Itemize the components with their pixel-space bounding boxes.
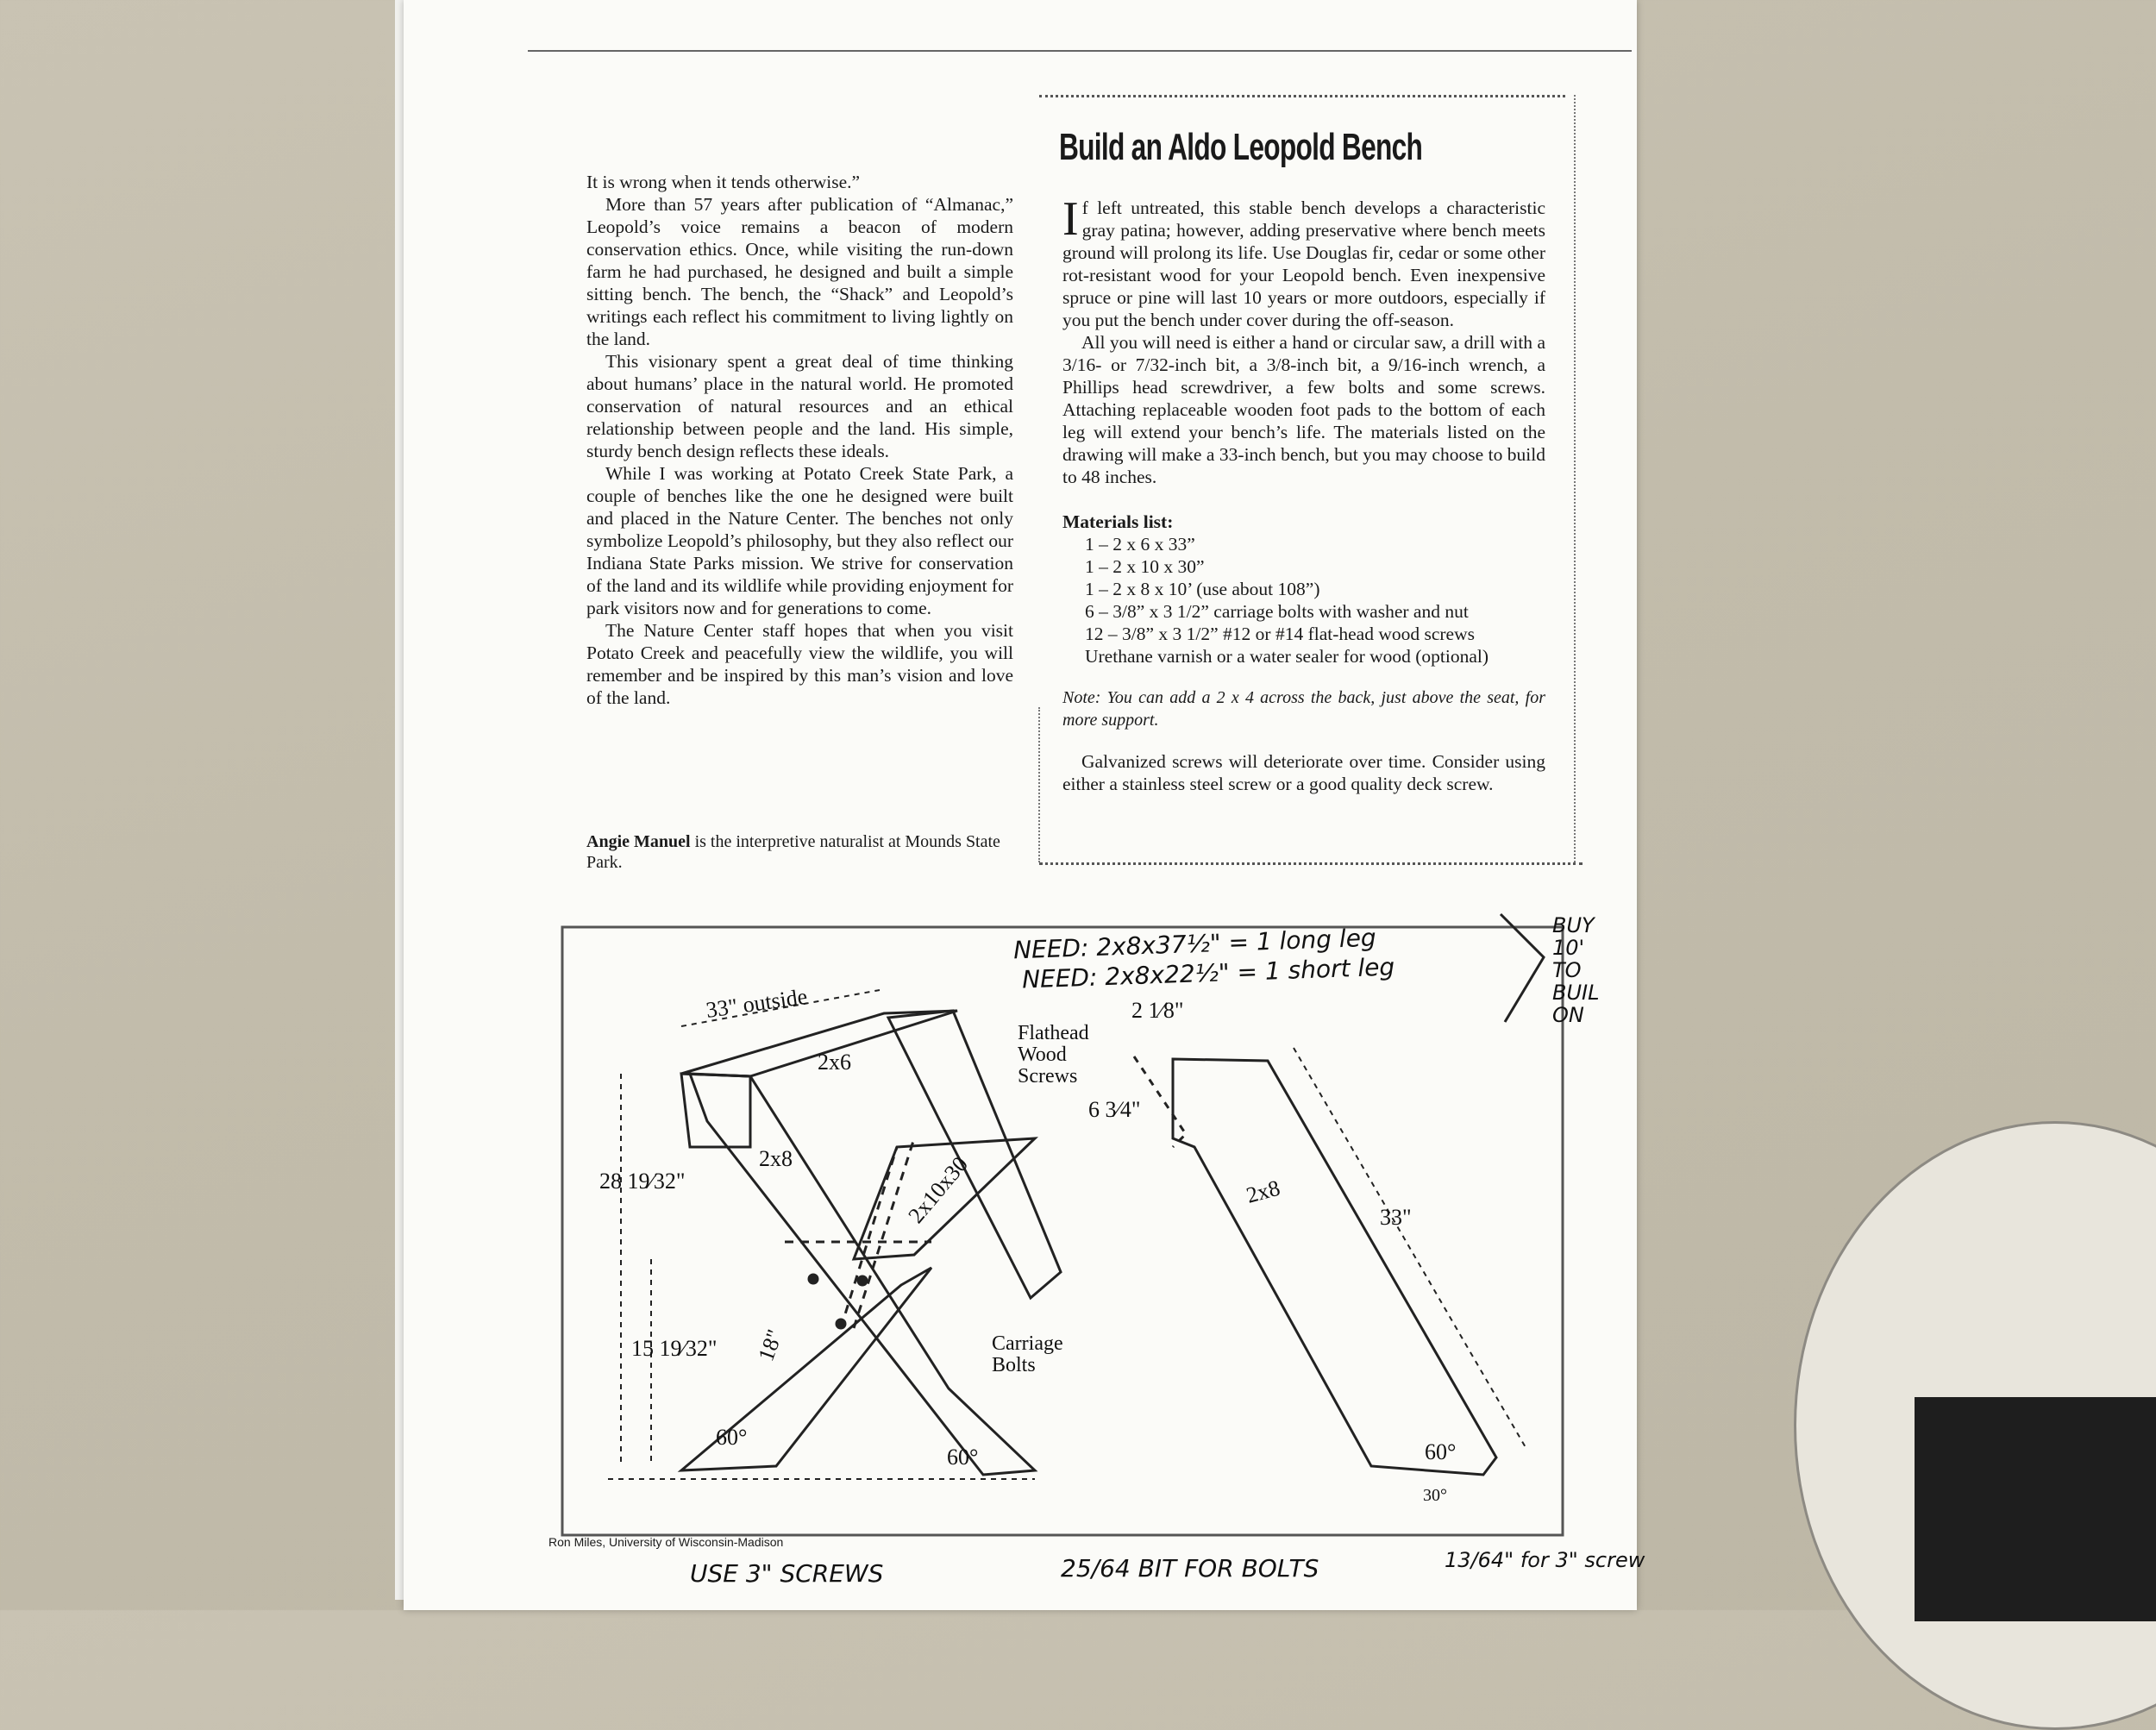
- bolt-hole: [837, 1319, 845, 1328]
- board-shape: [1173, 1059, 1496, 1475]
- materials-heading: Materials list:: [1062, 511, 1174, 532]
- side-note-line: 10': [1552, 936, 1585, 960]
- box-paragraph-text: f left untreated, this stable bench develops a characteristic gray patina; however, adding preservative where bench meets ground will prolong its life. Use Douglas fir, cedar or some other rot-resistant wood for your Leopold bench. Even inexpensive spruce or pine will last 10 years or more outdoors, especially if you put the bench under cover during the off-season.: [1062, 197, 1545, 330]
- note-text: Note: You can add a 2 x 4 across the back, just above the seat, for more support.: [1062, 688, 1545, 730]
- list-item: 1 – 2 x 6 x 33”: [1085, 534, 1195, 555]
- angle-mid: 60°: [947, 1445, 979, 1470]
- handwritten-bottom-1: USE 3" SCREWS: [690, 1559, 884, 1588]
- author-name: Angie Manuel: [586, 832, 691, 851]
- side-note-line: BUIL: [1552, 981, 1600, 1005]
- galvanized-note: Galvanized screws will deteriorate over time. Consider using either a stainless steel screw or a good quality deck screw.: [1062, 751, 1545, 794]
- long-leg-shape: [690, 1074, 1035, 1475]
- author-bio-text: is the interpretive naturalist at Mounds State Park.: [586, 832, 1000, 872]
- list-item: Urethane varnish or a water sealer for wood (optional): [1085, 646, 1489, 667]
- label-screws-2: Wood: [1018, 1044, 1067, 1066]
- dim-total-height: 28 19⁄32": [599, 1169, 686, 1194]
- bolt-hole: [858, 1276, 867, 1285]
- handwritten-bottom-2: 25/64 BIT FOR BOLTS: [1061, 1554, 1319, 1583]
- handwritten-note-1: NEED: 2x8x37½" = 1 long leg: [1012, 923, 1377, 965]
- label-screws-1: Flathead: [1018, 1022, 1089, 1044]
- hidden-line: [841, 1147, 897, 1328]
- paragraph: This visionary spent a great deal of time thinking about humans’ place in the natural world. He promoted conservation of natural resources and an ethical relationship between people and the land. His simple, sturdy bench design reflects these ideals.: [586, 351, 1013, 461]
- box-title: Build an Aldo Leopold Bench: [1059, 126, 1423, 168]
- paragraph: The Nature Center staff hopes that when you visit Potato Creek and peacefully view the wildlife, you will remember and be inspired by this man’s vision and love of the land.: [586, 620, 1013, 708]
- paragraph: More than 57 years after publication of “Almanac,” Leopold’s voice remains a beacon of modern conservation ethics. Once, while visiting the run-down farm he had purchased, he designed and built a simple sitting bench. The bench, the “Shack” and Leopold’s writings each reflect his commitment to living lightly on the land.: [586, 194, 1013, 349]
- dim-top-width: 2 1⁄8": [1131, 998, 1184, 1023]
- dim-board-length: 33": [1380, 1205, 1412, 1230]
- label-board: 2x8: [1244, 1175, 1283, 1208]
- list-item: 12 – 3/8” x 3 1/2” #12 or #14 flat-head wood screws: [1085, 624, 1475, 644]
- handwritten-bottom-3: 13/64" for 3" screw: [1445, 1548, 1645, 1572]
- box-paragraph: All you will need is either a hand or circular saw, a drill with a 3/16- or 7/32-inch bit, a 3/8-inch bit, a 9/16-inch wrench, a Phillips head screwdriver, a few bolts and some screws. Attaching replaceable wooden foot pads to the bottom of each leg will extend your bench’s life. The materials listed on the drawing will make a 33-inch bench, but you may choose to build to 48 inches.: [1062, 332, 1545, 487]
- label-screws-3: Screws: [1018, 1065, 1078, 1088]
- angle-small: 30°: [1423, 1486, 1447, 1505]
- label-bolts-2: Bolts: [992, 1354, 1036, 1376]
- angle-left: 60°: [716, 1425, 748, 1450]
- label-bolts-1: Carriage: [992, 1332, 1063, 1355]
- notch-line: [1134, 1056, 1186, 1147]
- paragraph: While I was working at Potato Creek State Park, a couple of benches like the one he designed were built and placed in the Nature Center. The benches not only symbolize Leopold’s philosophy, but they also reflect our Indiana State Parks mission. We strive for conservation of the land and its wildlife while providing enjoyment for park visitors now and for generations to come.: [586, 463, 1013, 618]
- dim-outside: 33" outside: [704, 983, 809, 1023]
- drop-cap: I: [1062, 192, 1079, 246]
- list-item: 1 – 2 x 10 x 30”: [1085, 556, 1205, 577]
- bolt-hole: [809, 1275, 818, 1283]
- side-note-line: ON: [1552, 1003, 1584, 1027]
- label-seat: 2x10x30: [903, 1151, 974, 1228]
- paragraph: It is wrong when it tends otherwise.”: [586, 172, 861, 192]
- label-top-board: 2x6: [818, 1050, 851, 1075]
- dim-notch: 6 3⁄4": [1088, 1097, 1141, 1122]
- list-item: 1 – 2 x 8 x 10’ (use about 108”): [1085, 579, 1320, 599]
- side-note-line: BUY: [1552, 913, 1595, 937]
- label-leg: 2x8: [759, 1146, 793, 1171]
- dim-seat-height: 15 19⁄32": [631, 1336, 718, 1361]
- handwritten-side-note: [1552, 914, 1630, 1026]
- handwritten-note-2: NEED: 2x8x22½" = 1 short leg: [1021, 952, 1395, 994]
- side-note-line: TO: [1552, 958, 1582, 982]
- list-item: 6 – 3/8” x 3 1/2” carriage bolts with washer and nut: [1085, 601, 1469, 622]
- bracket-mark: [1501, 914, 1544, 1022]
- dim-seat-leg: 18": [753, 1326, 788, 1365]
- angle-right: 60°: [1425, 1439, 1457, 1464]
- diagram-credit: Ron Miles, University of Wisconsin-Madison: [548, 1535, 784, 1549]
- left-upright-shape: [681, 1074, 750, 1147]
